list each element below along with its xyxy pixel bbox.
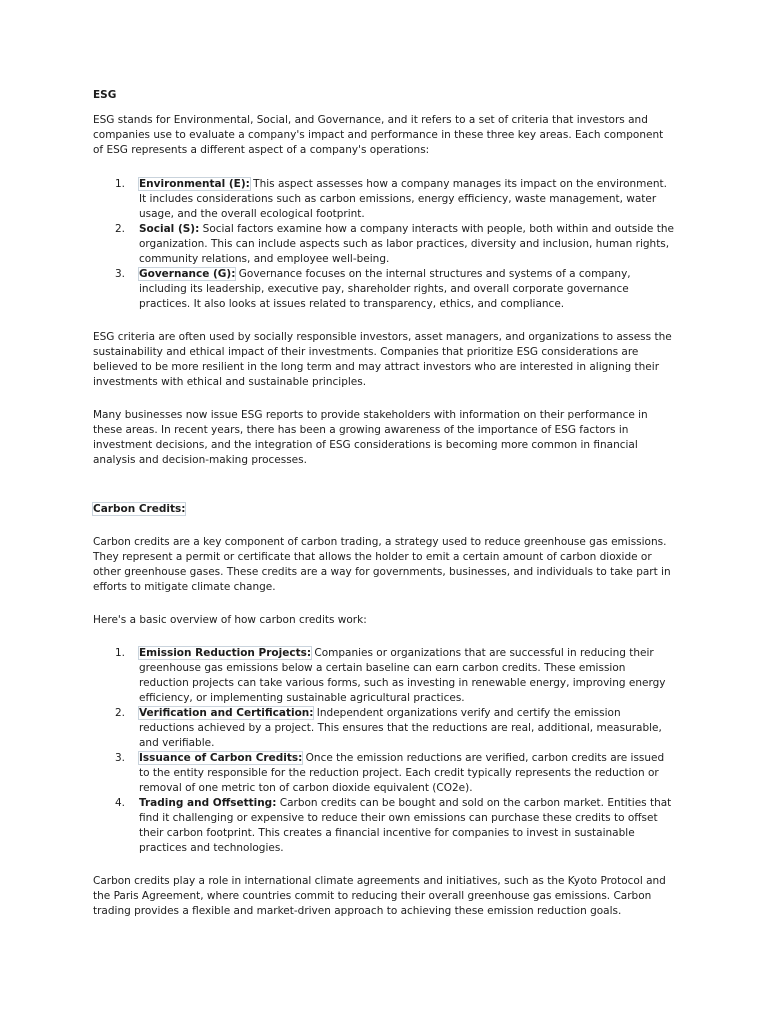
- list-item: [93, 706, 676, 751]
- carbon-intro: Carbon credits are a key component of carbon trading, a strategy used to reduce greenhouse gas emissions. They represent a permit or certificate that allows the holder to emit a certain amount of carbon dioxide or other greenhouse gases. These credits are a way for governments, businesses, and individuals to take part in efforts to mitigate climate change.: [93, 536, 671, 593]
- list-term: Environmental (E):: [139, 178, 250, 190]
- list-text: Carbon credits can be bought and sold on the carbon market. Entities that find it challenging or expensive to reduce their own emissions can purchase these credits to offset their carbon footprint. This creates a financial incentive for companies to invest in sustainable practices and technologies.: [139, 797, 672, 854]
- list-number: 3.: [115, 752, 126, 764]
- list-term: Verification and Certification:: [139, 707, 314, 719]
- list-number: 1.: [115, 647, 126, 659]
- list-item: [93, 222, 676, 267]
- list-number: 3.: [115, 268, 126, 280]
- list-term: Issuance of Carbon Credits:: [139, 752, 303, 764]
- esg-paragraph-3: Many businesses now issue ESG reports to provide stakeholders with information on their performance in these areas. In recent years, there has been a growing awareness of the importance of ESG factors in investment decisions, and the integration of ESG considerations is becoming more common in financial analysis and decision-making processes.: [93, 409, 648, 466]
- list-text: This aspect assesses how a company manages its impact on the environment. It includes considerations such as carbon emissions, energy efficiency, waste management, water usage, and the overall ecological footprint.: [139, 178, 667, 220]
- carbon-closing: Carbon credits play a role in international climate agreements and initiatives, such as the Kyoto Protocol and the Paris Agreement, where countries commit to reducing their overall greenhouse gas emissions. Carbon trading provides a flexible and market-driven approach to achieving these emission reduction goals.: [93, 875, 666, 917]
- list-item: [93, 751, 676, 796]
- esg-heading: ESG: [93, 89, 117, 101]
- esg-intro: ESG stands for Environmental, Social, and Governance, and it refers to a set of criteria that investors and companies use to evaluate a company's impact and performance in these three key areas. Each component of ESG represents a different aspect of a company's operations:: [93, 114, 664, 156]
- list-number: 1.: [115, 178, 126, 190]
- list-item: [93, 177, 676, 222]
- list-term: Governance (G):: [139, 268, 236, 280]
- list-number: 2.: [115, 223, 126, 235]
- list-text: Social factors examine how a company interacts with people, both within and outside the organization. This can include aspects such as labor practices, diversity and inclusion, human rights, community relations, and employee well-being.: [139, 223, 674, 265]
- carbon-overview: Here's a basic overview of how carbon credits work:: [93, 614, 367, 626]
- list-term: Social (S):: [139, 223, 200, 235]
- list-item: [93, 646, 676, 706]
- carbon-list: [93, 646, 676, 856]
- list-text: Companies or organizations that are successful in reducing their greenhouse gas emissions below a certain baseline can earn carbon credits. These emission reduction projects can take various forms, such as investing in renewable energy, improving energy efficiency, or implementing sustainable agricultural practices.: [139, 647, 666, 704]
- list-text: Once the emission reductions are verified, carbon credits are issued to the entity responsible for the reduction project. Each credit typically represents the reduction or removal of one metric ton of carbon dioxide equivalent (CO2e).: [139, 752, 665, 794]
- list-text: Governance focuses on the internal structures and systems of a company, including its leadership, executive pay, shareholder rights, and overall corporate governance practices. It also looks at issues related to transparency, ethics, and compliance.: [139, 268, 631, 310]
- list-number: 2.: [115, 707, 126, 719]
- carbon-heading-text: Carbon Credits:: [93, 503, 186, 515]
- list-text: Independent organizations verify and certify the emission reductions achieved by a project. This ensures that the reductions are real, additional, measurable, and verifiable.: [139, 707, 662, 749]
- carbon-heading: [93, 502, 676, 517]
- list-term: Emission Reduction Projects:: [139, 647, 312, 659]
- esg-paragraph-2: ESG criteria are often used by socially responsible investors, asset managers, and organizations to assess the sustainability and ethical impact of their investments. Companies that prioritize ESG considerations are believed to be more resilient in the long term and may attract investors who are interested in aligning their investments with ethical and sustainable principles.: [93, 331, 672, 388]
- list-number: 4.: [115, 797, 126, 809]
- list-item: [93, 267, 676, 312]
- list-item: [93, 796, 676, 856]
- esg-list: [93, 177, 676, 312]
- list-term: Trading and Offsetting:: [139, 797, 277, 809]
